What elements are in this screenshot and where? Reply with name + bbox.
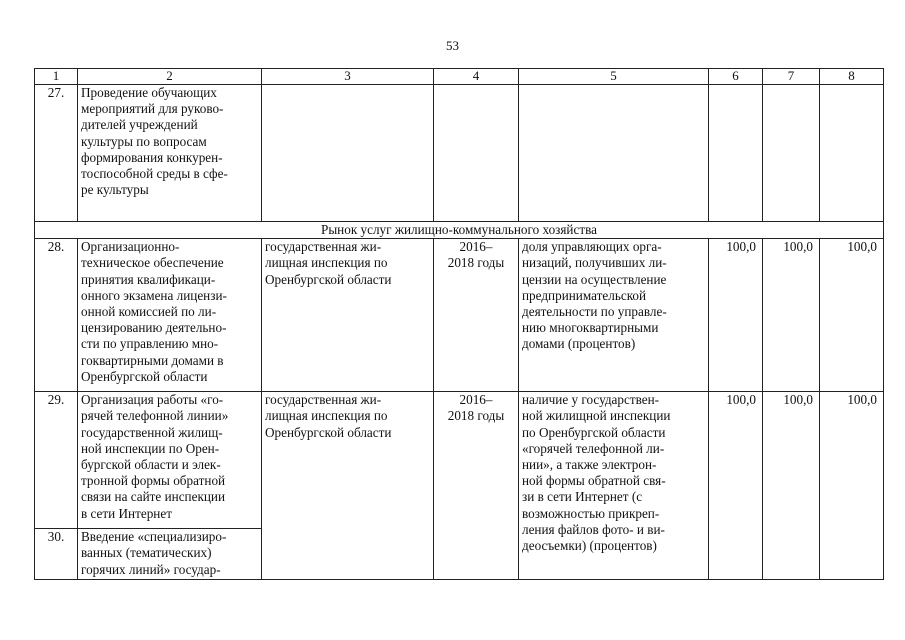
period-cell: 2016– 2018 годы xyxy=(434,239,519,392)
measure-cell: Организация работы «го- рячей телефонной линии» государственной жилищ- ной инспекции по Орен- бургской области и элек- тронной формы обратной связи на сайте инспекции в сети Интернет xyxy=(78,392,262,529)
row-number: 28. xyxy=(35,239,78,392)
column-number: 8 xyxy=(820,69,884,85)
page-number: 53 xyxy=(446,38,459,53)
measure-cell: Проведение обучающих мероприятий для руково- дителей учреждений культуры по вопросам формирования конкурен- тоспособной среды в сфе- ре культуры xyxy=(78,85,262,222)
measures-table xyxy=(34,68,884,580)
value-2017-cell: 100,0 xyxy=(763,239,820,392)
indicator-cell xyxy=(519,85,709,222)
row-number: 29. xyxy=(35,392,78,529)
value-2017-cell: 100,0 xyxy=(763,392,820,580)
section-title: Рынок услуг жилищно-коммунального хозяйства xyxy=(35,222,884,239)
measure-cell: Организационно- техническое обеспечение принятия квалификаци- онного экзамена лицензи- онной комиссией по ли- цензированию деятельно- сти по управлению мно- гоквартирными домами в Оренбургской области xyxy=(78,239,262,392)
executor-cell xyxy=(262,85,434,222)
value-cell xyxy=(709,85,763,222)
value-2016-cell: 100,0 xyxy=(709,239,763,392)
column-number: 6 xyxy=(709,69,763,85)
executor-cell: государственная жи- лищная инспекция по Оренбургской области xyxy=(262,239,434,392)
column-number: 7 xyxy=(763,69,820,85)
row-number: 30. xyxy=(35,529,78,580)
row-number: 27. xyxy=(35,85,78,222)
indicator-cell: наличие у государствен- ной жилищной инспекции по Оренбургской области «горячей телефонной ли- нии», а также электрон- ной формы обратной свя- зи в сети Интернет (с возможностью прикреп- ления файлов фото- и ви- деосъемки) (процентов) xyxy=(519,392,709,580)
period-cell xyxy=(434,85,519,222)
measure-cell: Введение «специализиро- ванных (тематических) горячих линий» государ- xyxy=(78,529,262,580)
column-number: 3 xyxy=(262,69,434,85)
section-row xyxy=(35,222,884,239)
value-cell xyxy=(820,85,884,222)
value-cell xyxy=(763,85,820,222)
period-cell: 2016– 2018 годы xyxy=(434,392,519,580)
indicator-cell: доля управляющих орга- низаций, получивших ли- цензии на осуществление предпринимательской деятельности по управле- нию многоквартирными домами (процентов) xyxy=(519,239,709,392)
table-row xyxy=(35,239,884,392)
column-number: 5 xyxy=(519,69,709,85)
table-header-row xyxy=(35,69,884,85)
executor-cell: государственная жи- лищная инспекция по Оренбургской области xyxy=(262,392,434,580)
value-2016-cell: 100,0 xyxy=(709,392,763,580)
value-2018-cell: 100,0 xyxy=(820,392,884,580)
column-number: 1 xyxy=(35,69,78,85)
column-number: 4 xyxy=(434,69,519,85)
column-number: 2 xyxy=(78,69,262,85)
value-2018-cell: 100,0 xyxy=(820,239,884,392)
table-row xyxy=(35,392,884,529)
table-row xyxy=(35,85,884,222)
